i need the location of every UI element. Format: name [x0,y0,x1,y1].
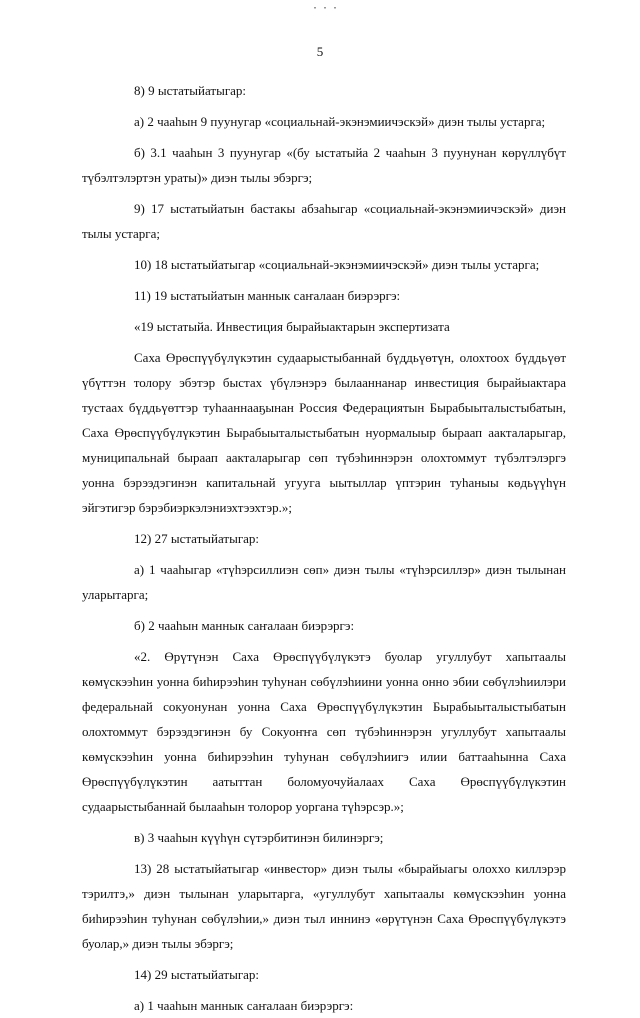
page-number: 5 [316,44,324,59]
paragraph: а) 1 чааһыгар «түһэрсиллиэн сөп» диэн тылы «түһэрсиллэр» диэн тылынан уларытарга; [82,562,566,602]
paragraph: 11) 19 ыстатыйатын маннык саҥалаан биэрэргэ: [134,288,401,303]
paragraph: 14) 29 ыстатыйатыгар: [134,967,260,982]
paragraph: а) 1 чааһын маннык саҥалаан биэрэргэ: [134,998,354,1013]
paragraph: Саха Өрөспүүбүлүкэтин судаарыстыбаннай бүддьүөтүн, олохтоох бүддьүөт үбүттэн толору эбэтэр быстах үбүлэнэрэ былааннанар инвестиция бырайыактара тустаах бүддьүөттэр туһааннааҕынан Россия Федерациятын Бырабыыталыстыбатын, Саха Өрөспүүбүлүкэтин Бырабыыталыстыбатын нуормалыыр быраап аакталарыгар, муниципальнай быраап аакталарыгар сөп түбэһиннэрэн олохтоммут түбэлтэлэргэ уонна бэрээдэгинэн капитальнай угууга ыытыллар үптэрин туһаныы көдьүүһүн эйгэтигэр бэрэбиэркэлэниэхтээхтэр.»; [82,350,566,515]
paragraph: 9) 17 ыстатыйатын бастакы абзаһыгар «социальнай-экэнэмиичэскэй» диэн тылы устарга; [82,201,566,241]
scan-mark [310,6,350,10]
paragraph: в) 3 чааһын күүһүн сүтэрбитинэн билинэргэ; [134,830,384,845]
paragraph: б) 3.1 чааһын 3 пуунугар «(бу ыстатыйа 2 чааһын 3 пуунунан көрүллүбүт түбэлтэлэртэн ураты)» диэн тылы эбэргэ; [82,145,566,185]
paragraph: 12) 27 ыстатыйатыгар: [134,531,260,546]
paragraph: б) 2 чааһын маннык саҥалаан биэрэргэ: [134,618,355,633]
paragraph: 8) 9 ыстатыйатыгар: [134,83,247,98]
document-body [82,70,566,1018]
paragraph: 10) 18 ыстатыйатыгар «социальнай-экэнэмиичэскэй» диэн тылы устарга; [134,257,540,272]
paragraph: а) 2 чааһын 9 пуунугар «социальнай-экэнэмиичэскэй» диэн тылы устарга; [134,114,546,129]
paragraph: 13) 28 ыстатыйатыгар «инвестор» диэн тылы «бырайыагы олоххо киллэрэр тэрилтэ,» диэн тылынан уларытарга, «угуллубут хапытаалы көмүскээһин уонна биһирээһин туһунан сөбүлэһии,» диэн тыл иннинэ «өрүтүнэн Саха Өрөспүүбүлүкэтэ буолар,» диэн тылы эбэргэ; [82,861,566,951]
paragraph: «2. Өрүтүнэн Саха Өрөспүүбүлүкэтэ буолар угуллубут хапытаалы көмүскээһин уонна биһирээһин туһунан сөбүлэһиини уонна онно эбии сөбүлэһиилэри федеральнай сокуонунан уонна Саха Өрөспүүбүлүкэтин Бырабыыталыстыбатын олохтоммут бэрээдэгинэн бу Сокуоҥҥа сөп түбэһиннэрэн угуллубут хапытаалы көмүскээһин уонна биһирээһин туһунан сөбүлэһиигэ илии баттааһынна Саха Өрөспүүбүлүкэтин аатыттан боломуочуйалаах Саха Өрөспүүбүлүкэтин судаарыстыбаннай былааһын толорор уоргана түһэрсэр.»; [82,649,566,814]
section-heading: «19 ыстатыйа. Инвестиция бырайыактарын экспертизата [134,319,450,334]
